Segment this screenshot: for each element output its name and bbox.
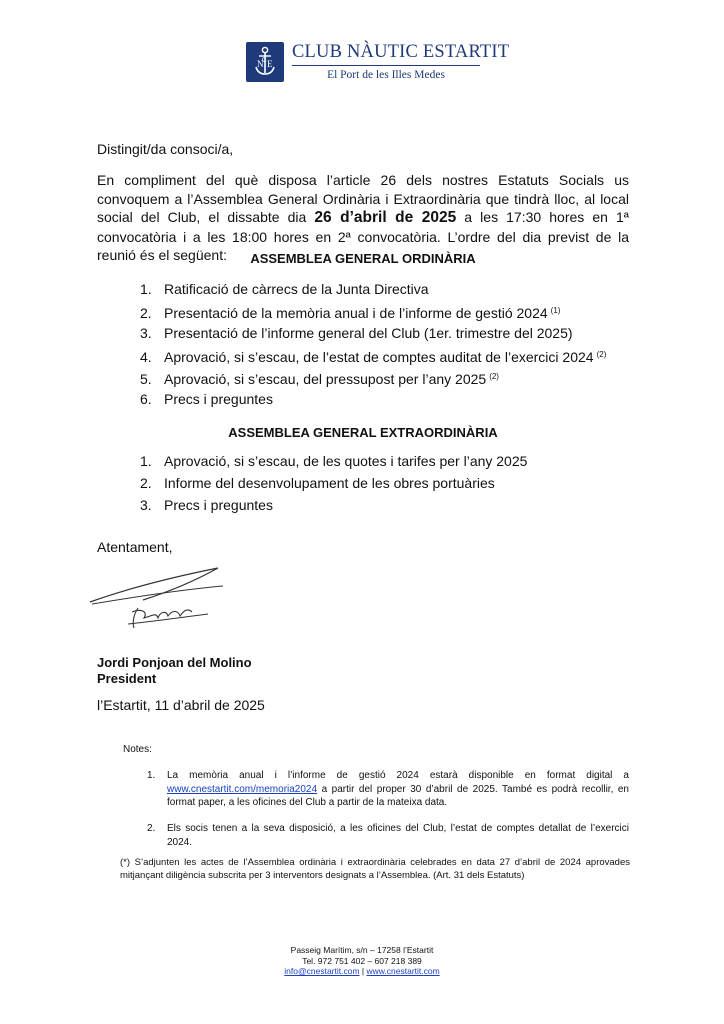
list-item: 2. Informe del desenvolupament de les obres portuàries [140, 475, 495, 491]
intro-text-1: En compliment del què disposa l’article 26 dels nostres Estatuts Socials us convoquem a l’Assemblea General Ordinària i Extraordinària que tindrà lloc, al local social del Club, el dissabte dia [97, 172, 629, 225]
footnote-ref: (2) [596, 350, 607, 359]
note-number: 1. [147, 770, 156, 781]
note-number: 2. [147, 823, 156, 834]
annex-note: (*) S’adjunten les actes de l’Assemblea ordinària i extraordinària celebrades en data 27 d’abril de 2024 aprovades mitjançant diligència subscrita per 3 interventors designats a l’Assemblea. (Art. 31 dels Estatuts) [120, 857, 630, 881]
list-item: 3. Presentació de l’informe general del Club (1er. trimestre del 2025) [140, 325, 573, 341]
svg-text:E: E [267, 59, 273, 69]
ordinary-assembly-title: ASSEMBLEA GENERAL ORDINÀRIA [250, 251, 476, 266]
footnote-ref: (2) [489, 372, 499, 381]
footer [0, 945, 724, 977]
footer-separator: | [359, 966, 367, 976]
list-item: 1. Ratificació de càrrecs de la Junta Directiva [140, 281, 429, 297]
extraordinary-agenda-list [140, 450, 640, 516]
greeting: Distingit/da consoci/a, [97, 141, 234, 157]
club-name: CLUB NÀUTIC ESTARTIT [292, 42, 510, 62]
list-item: 5. Aprovació, si s’escau, del pressupost per l’any 2025 $^{(2)}$ [140, 371, 499, 387]
logo-divider [292, 65, 480, 66]
ordinary-agenda-list [140, 278, 640, 410]
place-date: l’Estartit, 11 d’abril de 2025 [97, 697, 265, 713]
signature-image [88, 562, 228, 640]
svg-text:C: C [262, 56, 267, 64]
assembly-date: 26 d’abril de 2025 [314, 209, 457, 226]
footer-phones: Tel. 972 751 402 – 607 218 389 [302, 955, 422, 966]
list-item: 2. Presentació de la memòria anual i de l’informe de gestió 2024 $^{(1)}$ [140, 305, 561, 321]
note-1: 1. La memòria anual i l’informe de gestió 2024 estarà disponible en format digital a www.cnestartit.com/memoria2024 a partir del proper 30 d’abril de 2025. També es podrà recollir, en format paper, a les oficines del Club a partir de la mateixa data. [147, 770, 629, 808]
closing: Atentament, [97, 539, 173, 555]
signer-role: President [97, 671, 157, 686]
list-item: 1. Aprovació, si s’escau, de les quotes i tarifes per l’any 2025 [140, 453, 528, 469]
footer-address: Passeig Marítim, s/n – 17258 l’Estartit [290, 945, 434, 955]
notes-title: Notes: [123, 744, 152, 755]
club-logo [246, 42, 509, 82]
note-2: 2. Els socis tenen a la seva disposició, a les oficines del Club, l’estat de comptes detallat de l’exercici 2024. [147, 823, 629, 848]
signer-name: Jordi Ponjoan del Molino [97, 655, 252, 670]
list-item: 3. Precs i preguntes [140, 497, 273, 513]
list-item: 6. Precs i preguntes [140, 391, 273, 407]
list-item: 4. Aprovació, si s’escau, de l’estat de comptes auditat de l’exercici 2024 $^{(2)}$ [140, 349, 607, 365]
club-subtitle: El Port de les Illes Medes [327, 69, 445, 81]
footnote-ref: (1) [550, 306, 561, 315]
anchor-emblem-icon [246, 42, 284, 82]
svg-text:N: N [257, 59, 264, 69]
extraordinary-assembly-title: ASSEMBLEA GENERAL EXTRAORDINÀRIA [228, 425, 498, 440]
memoria-link[interactable]: www.cnestartit.com/memoria2024 [167, 783, 318, 795]
intro-text-2: a les 17:30 hores en 1ª convocatòria i a les 18:00 hores en 2ª convocatòria. L’ordre del dia previst de la reunió és el següent: [97, 209, 629, 263]
email-link[interactable]: info@cnestartit.com [284, 966, 360, 976]
signer-block [97, 655, 252, 687]
website-link[interactable]: www.cnestartit.com [366, 966, 440, 976]
